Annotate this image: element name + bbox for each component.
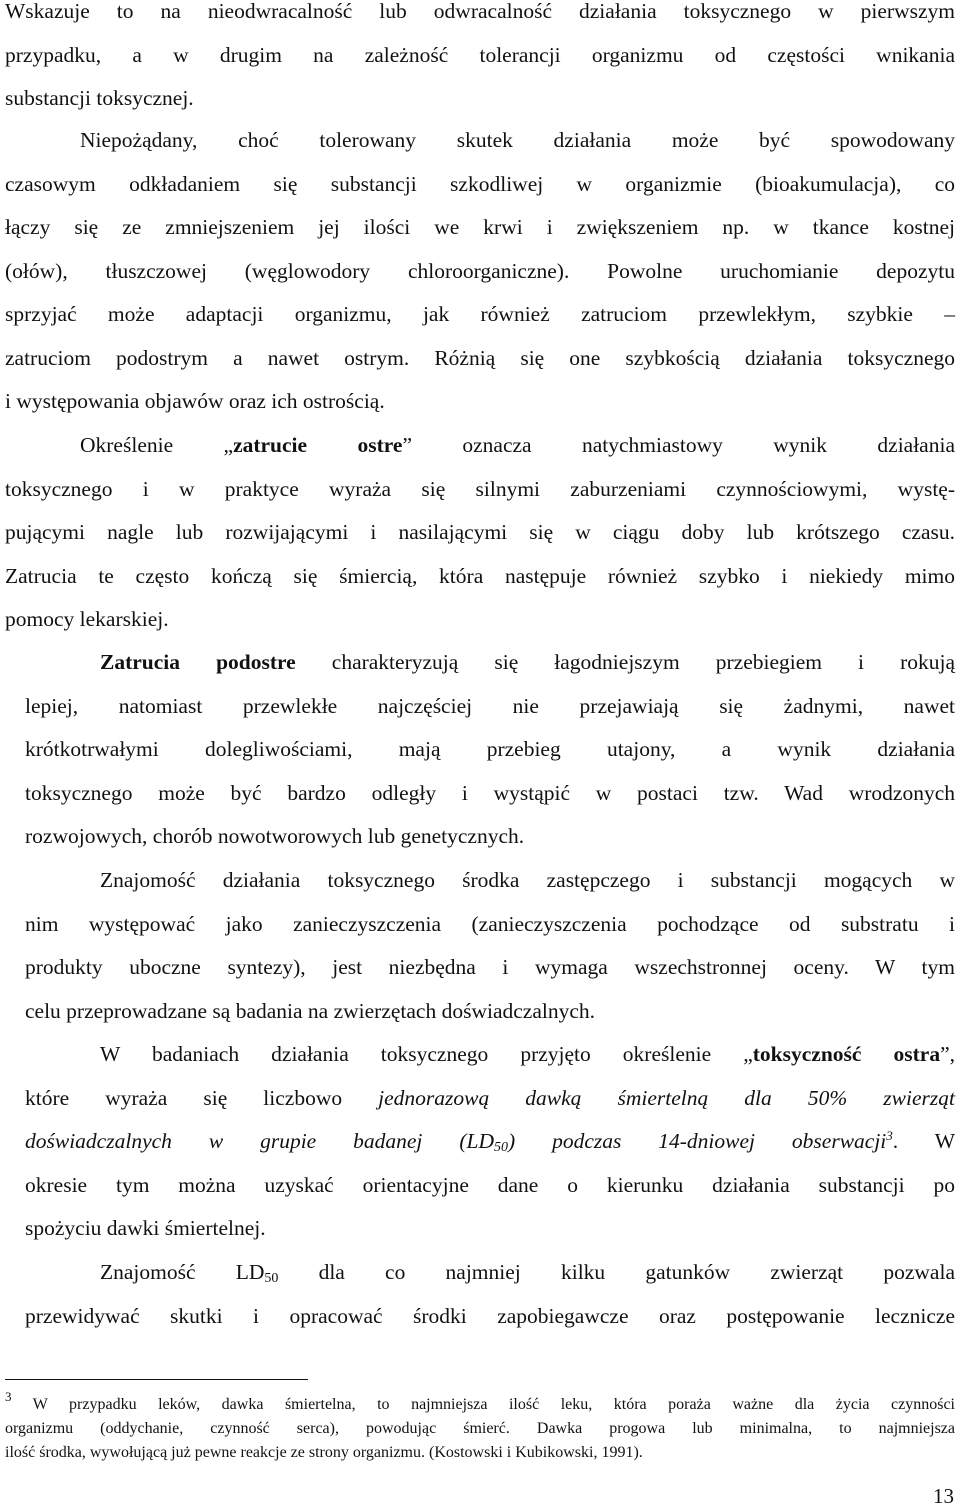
text-line: krótkotrwałymi dolegliwościami, mają przebieg utajony, a wynik działania xyxy=(25,737,955,761)
paragraph-acute-toxicity xyxy=(25,1033,955,1251)
text-line: i występowania objawów oraz ich ostrością. xyxy=(5,389,385,413)
text-line: Zatrucia te często kończą się śmiercią, która następuje również szybko i niekiedy mimo xyxy=(5,563,955,588)
paragraph-bioaccumulation xyxy=(5,119,955,424)
text-run: doświadczalnych w grupie badanej (LD xyxy=(25,1129,494,1153)
text-line xyxy=(5,424,955,468)
paragraph-ld50-knowledge xyxy=(25,1251,955,1338)
text-run: charakteryzują się łagodniejszym przebiegiem i rokują xyxy=(295,650,955,674)
text-line: Niepożądany, choć tolerowany skutek działania może być spowodowany xyxy=(80,128,955,152)
text-line xyxy=(25,1033,955,1077)
text-run: dla co najmniej kilku gatunków zwierząt pozwala xyxy=(278,1260,955,1284)
text-line: łączy się ze zmniejszeniem jej ilości we krwi i zwiększeniem np. w tkance kostnej xyxy=(5,215,955,239)
page-number: 13 xyxy=(933,1484,954,1508)
definition-italic xyxy=(25,1129,893,1153)
text-line: rozwojowych, chorób nowotworowych lub genetycznych. xyxy=(25,824,525,848)
text-line: organizmu (oddychanie, czynność serca), powodując śmierć. Dawka progowa lub minimalna, to najmniejsza xyxy=(5,1420,955,1437)
text-line: produkty uboczne syntezy), jest niezbędna i wymaga wszechstronnej oceny. W tym xyxy=(25,955,955,979)
text-line: czasowym odkładaniem się substancji szkodliwej w organizmie (bioakumulacja), co xyxy=(5,171,955,196)
footnote-separator xyxy=(5,1379,308,1380)
definition-italic: jednorazową dawką śmiertelną dla 50% zwierząt xyxy=(378,1085,955,1110)
paragraph-reversibility xyxy=(5,0,955,121)
text-run: W badaniach działania toksycznego przyjęto określenie „ xyxy=(100,1042,753,1066)
ld-subscript: 50 xyxy=(264,1271,279,1286)
text-line: spożyciu dawki śmiertelnej. xyxy=(25,1216,266,1240)
text-line: celu przeprowadzane są badania na zwierzętach doświadczalnych. xyxy=(25,998,596,1023)
text-line xyxy=(5,1389,955,1417)
text-line: toksycznego i w praktyce wyraża się silnymi zaburzeniami czynnościowymi, wystę- xyxy=(5,476,955,501)
text-run: W przypadku leków, dawka śmiertelna, to najmniejsza ilość leku, która poraża ważne dla życia czynności xyxy=(11,1396,955,1413)
text-line: Znajomość działania toksycznego środka zastępczego i substancji mogących w xyxy=(100,868,955,892)
text-line: okresie tym można uzyskać orientacyjne dane o kierunku działania substancji po xyxy=(25,1172,955,1197)
text-line xyxy=(25,1077,955,1121)
text-line: przewidywać skutki i opracować środki zapobiegawcze oraz postępowanie lecznicze xyxy=(25,1303,955,1328)
text-run: . W xyxy=(892,1129,955,1153)
text-line: przypadku, a w drugim na zależność tolerancji organizmu od częstości wnikania xyxy=(5,42,955,67)
text-line: toksycznego może być bardzo odległy i wystąpić w postaci tzw. Wad wrodzonych xyxy=(25,780,955,805)
text-line: nim występować jako zanieczyszczenia (zanieczyszczenia pochodzące od substratu i xyxy=(25,911,955,936)
text-line: lepiej, natomiast przewlekłe najczęściej nie przejawiają się żadnymi, nawet xyxy=(25,693,955,718)
text-run: które wyraża się liczbowo xyxy=(25,1085,379,1110)
footnote xyxy=(5,1389,955,1465)
paragraph-toxicity-knowledge xyxy=(25,859,955,1033)
footnote-marker: 3 xyxy=(5,1389,12,1404)
text-line: pomocy lekarskiej. xyxy=(5,607,169,631)
term-acute-toxicity: toksyczność ostra xyxy=(752,1042,941,1066)
term-acute-poisoning: zatrucie ostre xyxy=(233,433,403,457)
text-line: pującymi nagle lub rozwijającymi i nasilającymi się w ciągu doby lub krótszego czasu. xyxy=(5,520,955,544)
text-run: ”, xyxy=(940,1042,955,1066)
text-line: sprzyjać może adaptacji organizmu, jak również zatruciom przewlekłym, szybkie – xyxy=(5,302,955,326)
text-line: zatruciom podostrym a nawet ostrym. Różnią się one szybkością działania toksycznego xyxy=(5,345,955,370)
text-line xyxy=(25,641,955,685)
text-line: substancji toksycznej. xyxy=(5,86,194,110)
ld-subscript: 50 xyxy=(493,1140,508,1155)
text-run: ” oznacza natychmiastowy wynik działania xyxy=(402,433,955,457)
text-line xyxy=(25,1120,955,1164)
paragraph-subacute-poisoning xyxy=(25,641,955,859)
text-run: Określenie „ xyxy=(80,433,234,457)
text-run: Znajomość LD xyxy=(100,1260,265,1284)
text-line: Wskazuje to na nieodwracalność lub odwracalność działania toksycznego w pierwszym xyxy=(5,0,955,23)
term-subacute-poisoning: Zatrucia podostre xyxy=(100,650,296,674)
text-line: ilość środka, wywołującą już pewne reakcje ze strony organizmu. (Kostowski i Kubikowski, 1991). xyxy=(5,1444,643,1461)
footnote-reference: 3 xyxy=(886,1128,893,1143)
text-line: (ołów), tłuszczowej (węglowodory chloroorganiczne). Powolne uruchomianie depozytu xyxy=(5,258,955,283)
paragraph-acute-poisoning xyxy=(5,424,955,642)
text-line xyxy=(25,1251,955,1295)
text-run: ) podczas 14-dniowej obserwacji xyxy=(507,1129,887,1153)
